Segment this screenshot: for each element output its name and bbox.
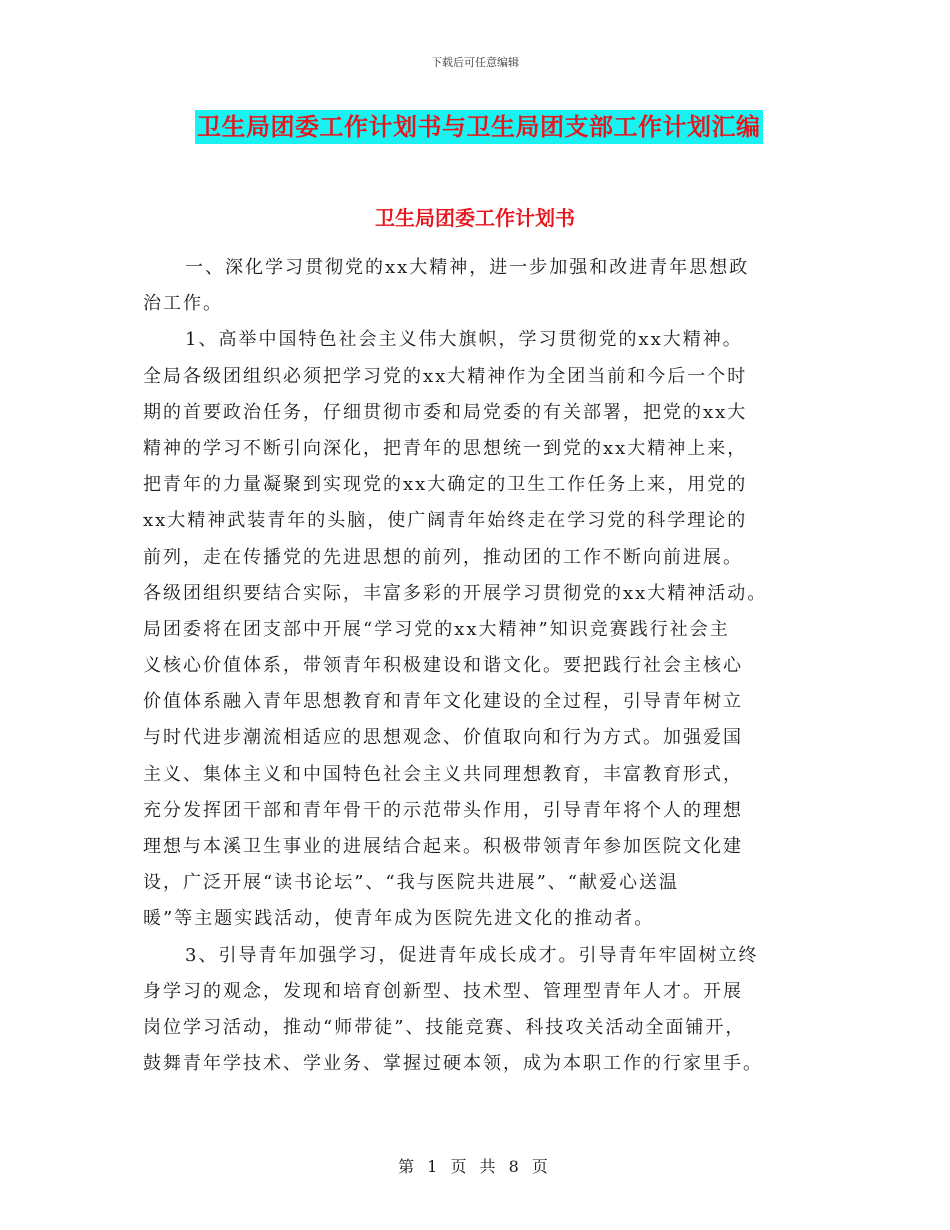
body-text-line: 全局各级团组织必须把学习党的xx大精神作为全团当前和今后一个时	[143, 365, 748, 387]
body-text-line: 期的首要政治任务，仔细贯彻市委和局党委的有关部署，把党的xx大	[143, 401, 748, 423]
body-text-line: 理想与本溪卫生事业的进展结合起来。积极带领青年参加医院文化建	[143, 836, 743, 857]
body-text-line: 与时代进步潮流相适应的思想观念、价值取向和行为方式。加强爱国	[143, 727, 743, 749]
body-text-line: 暖”等主题实践活动，使青年成为医院先进文化的推动者。	[143, 908, 655, 930]
body-text-line: 岗位学习活动，推动“师带徒”、技能竞赛、科技攻关活动全面铺开，	[143, 1016, 746, 1038]
body-text-line: 义核心价值体系，带领青年积极建设和谐文化。要把践行社会主核心	[143, 655, 743, 677]
body-text-line: 精神的学习不断引向深化，把青年的思想统一到党的xx大精神上来，	[143, 437, 748, 459]
body-text-line: xx大精神武装青年的头脑，使广阔青年始终走在学习党的科学理论的	[143, 510, 748, 532]
body-text-line: 鼓舞青年学技术、学业务、掌握过硬本领，成为本职工作的行家里手。	[143, 1053, 763, 1075]
header-note: 下载后可任意编辑	[431, 56, 519, 69]
body-text-line: 设，广泛开展“读书论坛”、“我与医院共进展”、“献爱心送温	[143, 872, 680, 894]
body-text-line: 3、引导青年加强学习，促进青年成长成才。引导青年牢固树立终	[185, 944, 759, 966]
body-text-line: 把青年的力量凝聚到实现党的xx大确定的卫生工作任务上来，用党的	[143, 474, 748, 496]
body-text-line: 1、高举中国特色社会主义伟大旗帜，学习贯彻党的xx大精神。	[185, 329, 743, 351]
body-text-line: 一、深化学习贯彻党的xx大精神，进一步加强和改进青年思想政	[185, 257, 750, 278]
document-main-title: 卫生局团委工作计划书与卫生局团支部工作计划汇编	[195, 110, 763, 144]
body-text-line: 前列，走在传播党的先进思想的前列，推动团的工作不断向前进展。	[143, 546, 743, 568]
body-text-line: 主义、集体主义和中国特色社会主义共同理想教育，丰富教育形式，	[143, 763, 743, 785]
body-text-line: 充分发挥团干部和青年骨干的示范带头作用，引导青年将个人的理想	[143, 799, 743, 821]
section-title: 卫生局团委工作计划书	[375, 206, 575, 230]
body-text-line: 身学习的观念，发现和培育创新型、技术型、管理型青年人才。开展	[143, 980, 743, 1002]
body-text-line: 治工作。	[143, 293, 223, 315]
page-number-footer: 第 1 页 共 8 页	[398, 1157, 552, 1176]
body-text-line: 局团委将在团支部中开展“学习党的xx大精神”知识竞赛践行社会主	[143, 618, 730, 640]
body-text-line: 各级团组织要结合实际，丰富多彩的开展学习贯彻党的xx大精神活动。	[143, 582, 768, 604]
body-text-line: 价值体系融入青年思想教育和青年文化建设的全过程，引导青年树立	[143, 691, 743, 713]
document-body	[143, 250, 823, 1082]
